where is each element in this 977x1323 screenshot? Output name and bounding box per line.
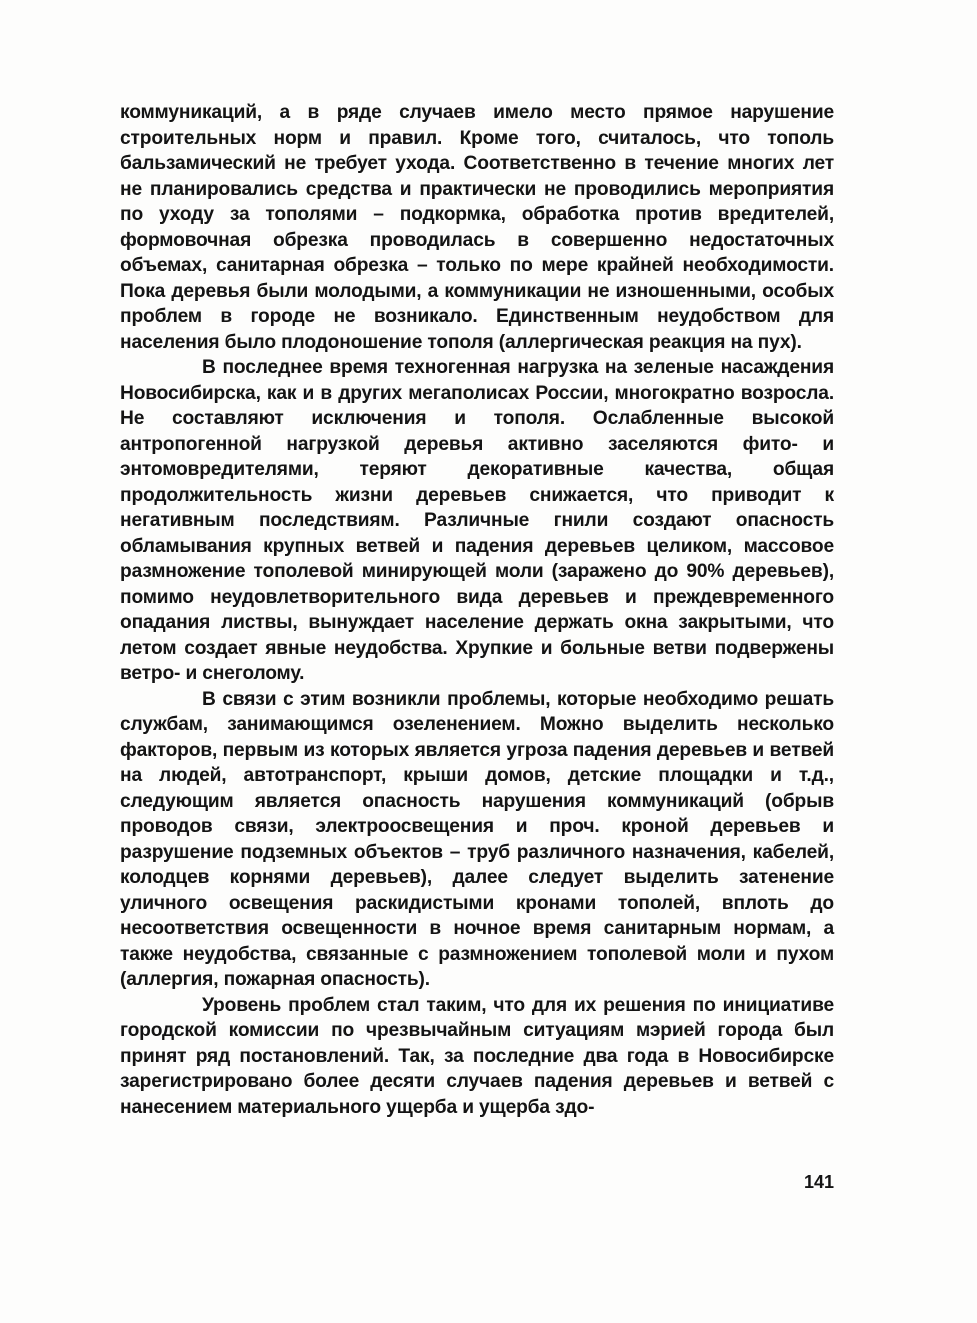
body-text (120, 100, 834, 1120)
paragraph-3: В связи с этим возникли проблемы, которые необходимо решать службам, занимающимся озеленением. Можно выделить несколько факторов, первым из которых является угроза падения деревьев и ветвей на людей, автотранспорт, крыши домов, детские площадки и т.д., следующим является опасность нарушения коммуникаций (обрыв проводов связи, электроосвещения и проч. кроной деревьев и разрушение подземных объектов – труб различного назначения, кабелей, колодцев корнями деревьев), далее следует выделить затенение уличного освещения раскидистыми кронами тополей, вплоть до несоответствия освещенности в ночное время санитарным нормам, а также неудобства, связанные с размножением тополевой моли и пухом (аллергия, пожарная опасность). (120, 688, 834, 990)
paragraph-1: коммуникаций, а в ряде случаев имело место прямое нарушение строительных норм и правил. Кроме того, считалось, что тополь бальзамический не требует ухода. Соответственно в течение многих лет не планировались средства и практически не проводились мероприятия по уходу за тополями – подкормка, обработка против вредителей, формовочная обрезка проводилась в совершенно недостаточных объемах, санитарная обрезка – только по мере крайней необходимости. Пока деревья были молодыми, а коммуникации не изношенными, особых проблем в городе не возникало. Единственным неудобством для населения было плодоношение тополя (аллергическая реакция на пух). (120, 102, 834, 353)
paragraph-4: Уровень проблем стал таким, что для их решения по инициативе городской комиссии по чрезвычайным ситуациям мэрией города был принят ряд постановлений. Так, за последние два года в Новосибирске зарегистрировано более десяти случаев падения деревьев и ветвей с нанесением материального ущерба и ущерба здо- (120, 994, 834, 1118)
page-number: 141 (803, 1172, 834, 1192)
paragraph-2: В последнее время техногенная нагрузка на зеленые насаждения Новосибирска, как и в других мегаполисах России, многократно возросла. Не составляют исключения и тополя. Ослабленные высокой антропогенной нагрузкой деревья активно заселяются фито- и энтомовредителями, теряют декоративные качества, общая продолжительность жизни деревьев снижается, что приводит к негативным последствиям. Различные гнили создают опасность обламывания крупных ветвей и падения деревьев целиком, массовое размножение тополевой минирующей моли (заражено до 90% деревьев), помимо неудовлетворительного вида деревьев и преждевременного опадания листвы, вынуждает население держать окна закрытыми, что летом создает явные неудобства. Хрупкие и больные ветви подвержены ветро- и снеголому. (120, 357, 834, 684)
